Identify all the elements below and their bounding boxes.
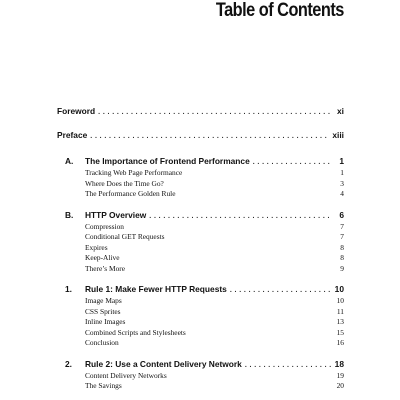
toc-front-matter-preface[interactable] xyxy=(57,129,344,141)
toc-chapter xyxy=(57,283,344,349)
toc-section-entry[interactable] xyxy=(57,179,344,190)
toc-page-number: 8 xyxy=(340,242,344,252)
section-title: Keep-Alive xyxy=(85,253,120,262)
toc-page-number: 9 xyxy=(340,263,344,273)
toc-page-number: 8 xyxy=(340,253,344,262)
toc-section-entry[interactable] xyxy=(57,222,344,233)
table-of-contents xyxy=(57,105,344,400)
chapter-number: 1. xyxy=(65,284,72,294)
toc-page-number: 1 xyxy=(339,156,344,166)
section-title: The Performance Golden Rule xyxy=(85,189,176,198)
toc-page-number: xiii xyxy=(332,130,344,140)
toc-section-entry[interactable] xyxy=(57,189,344,200)
toc-page-number: 18 xyxy=(334,358,344,369)
toc-entry-label: Foreword xyxy=(57,106,96,116)
toc-section-entry[interactable] xyxy=(57,307,344,318)
toc-page-number: 7 xyxy=(340,232,344,241)
toc-chapter-heading[interactable] xyxy=(57,155,344,167)
toc-entry-label: Preface xyxy=(57,130,88,140)
dot-leader xyxy=(149,209,331,221)
dot-leader xyxy=(98,105,331,117)
toc-chapter xyxy=(57,358,344,392)
chapter-list xyxy=(57,155,344,392)
section-title: There’s More xyxy=(85,263,126,273)
toc-section-entry[interactable] xyxy=(57,232,344,243)
section-title: Content Delivery Networks xyxy=(85,370,167,380)
toc-page-number: 7 xyxy=(340,221,344,231)
toc-page-number: 1 xyxy=(340,168,344,177)
toc-page-number: 13 xyxy=(336,317,344,326)
dot-leader xyxy=(245,358,331,370)
toc-section-entry[interactable] xyxy=(57,296,344,307)
toc-chapter xyxy=(57,155,344,200)
section-title: The Savings xyxy=(85,381,122,390)
chapter-number: B. xyxy=(65,209,74,220)
section-title: Image Maps xyxy=(85,296,122,305)
toc-section-entry[interactable] xyxy=(57,253,344,264)
section-title: Inline Images xyxy=(85,317,126,326)
toc-section-entry[interactable] xyxy=(57,338,344,349)
toc-front-matter-foreword[interactable] xyxy=(57,105,344,117)
toc-chapter xyxy=(57,209,344,275)
toc-page-number: 16 xyxy=(336,338,344,347)
section-title: Compression xyxy=(85,221,125,231)
section-title: Conditional GET Requests xyxy=(85,232,165,241)
toc-page-number: 19 xyxy=(336,370,344,380)
toc-page-number: 10 xyxy=(334,284,344,294)
toc-section-entry[interactable] xyxy=(57,371,344,382)
page-title: Table of Contents xyxy=(215,0,344,21)
section-title: CSS Sprites xyxy=(85,306,121,316)
toc-page-number: 6 xyxy=(339,209,344,220)
toc-page-number: 15 xyxy=(336,327,344,337)
chapter-title: The Importance of Frontend Performance xyxy=(85,156,250,166)
dot-leader xyxy=(253,155,331,167)
chapter-title: Rule 2: Use a Content Delivery Network xyxy=(85,358,242,369)
toc-section-entry[interactable] xyxy=(57,168,344,179)
chapter-number: 2. xyxy=(65,358,72,369)
toc-chapter-heading[interactable] xyxy=(57,283,344,295)
dot-leader xyxy=(230,283,331,295)
toc-page-number: 10 xyxy=(336,296,344,305)
toc-section-entry[interactable] xyxy=(57,328,344,339)
section-title: Combined Scripts and Stylesheets xyxy=(85,327,186,337)
section-title: Where Does the Time Go? xyxy=(85,178,164,188)
toc-page-number: 20 xyxy=(336,381,344,390)
toc-chapter-heading[interactable] xyxy=(57,209,344,221)
section-title: Expires xyxy=(85,242,108,252)
toc-page-number: 4 xyxy=(340,189,344,198)
toc-section-entry[interactable] xyxy=(57,243,344,254)
toc-section-entry[interactable] xyxy=(57,381,344,392)
toc-page-number: xi xyxy=(337,106,344,116)
section-title: Conclusion xyxy=(85,338,119,347)
section-title: Tracking Web Page Performance xyxy=(85,168,183,177)
toc-page-number: 11 xyxy=(336,306,344,316)
toc-chapter-heading[interactable] xyxy=(57,358,344,370)
chapter-title: HTTP Overview xyxy=(85,209,147,220)
toc-section-entry[interactable] xyxy=(57,264,344,275)
dot-leader xyxy=(90,129,329,141)
toc-page-number: 3 xyxy=(340,178,344,188)
chapter-number: A. xyxy=(65,156,74,166)
toc-section-entry[interactable] xyxy=(57,317,344,328)
chapter-title: Rule 1: Make Fewer HTTP Requests xyxy=(85,284,227,294)
